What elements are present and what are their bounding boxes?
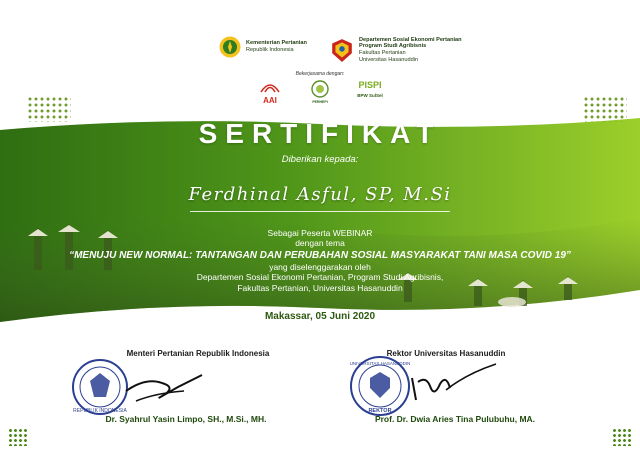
- ministry-line1: Kementerian Pertanian: [246, 40, 307, 47]
- dept-line2: Program Studi Agribisnis: [359, 43, 427, 50]
- decor-dots-bottom-right: [612, 428, 632, 446]
- partner-pispi: [350, 80, 390, 98]
- partner-perhepi: [305, 80, 335, 104]
- right-seal-signature: [346, 354, 506, 418]
- ministry-logo-block: [219, 36, 307, 58]
- left-signatory-name: Dr. Syahrul Yasin Limpo, SH., M.Si., MH.: [105, 414, 267, 424]
- unhas-emblem-icon: [330, 36, 354, 64]
- participant-label: Sebagai Peserta WEBINAR: [267, 228, 373, 238]
- aai-signal-icon: [257, 80, 283, 94]
- ministry-line2: Republik Indonesia: [246, 47, 294, 53]
- perhepi-emblem-icon: [311, 80, 329, 98]
- given-to-label: Diberikan kepada:: [281, 154, 359, 165]
- partner-logos: [0, 80, 640, 108]
- recipient-name: Ferdhinal Asful, SP, M.Si: [188, 184, 452, 205]
- certificate-title: SERTIFIKAT: [198, 118, 442, 149]
- left-seal-signature: [66, 357, 206, 417]
- right-seal-text: UNIVERSITAS HASANUDDIN: [349, 361, 411, 366]
- left-seal-text: REPUBLIK INDONESIA: [73, 408, 127, 414]
- partner-perhepi-label: PERHEPI: [312, 100, 328, 104]
- dept-line3: Fakultas Pertanian: [359, 50, 406, 56]
- partner-aai: [255, 80, 285, 105]
- partner-pispi-label: PISPI: [358, 80, 382, 90]
- organized-by-label: yang diselenggarakan oleh: [269, 262, 371, 272]
- organizer-line1: Departemen Sosial Ekonomi Pertanian, Program Studi Agribisnis,: [196, 272, 444, 282]
- decor-dots-bottom-left: [8, 428, 28, 446]
- right-signatory-name: Prof. Dr. Dwia Aries Tina Pulubuhu, MA.: [374, 414, 536, 424]
- ministry-emblem-icon: [219, 36, 241, 58]
- dept-line4: Universitas Hasanuddin: [359, 56, 419, 63]
- dept-logo-block: [330, 36, 462, 64]
- webinar-theme: “MENUJU NEW NORMAL: TANTANGAN DAN PERUBAHAN SOSIAL MASYARAKAT TANI MASA COVID 19”: [69, 250, 571, 261]
- place-date: Makassar, 05 Juni 2020: [264, 311, 376, 322]
- right-seal-label: REKTOR: [368, 408, 392, 414]
- dept-line1: Departemen Sosial Ekonomi Pertanian: [359, 36, 462, 43]
- theme-label: dengan tema: [295, 238, 345, 248]
- organizer-line2: Fakultas Pertanian, Universitas Hasanuddin: [237, 283, 403, 293]
- recipient-underline: [190, 211, 450, 212]
- collab-label: Bekerjasama dengan:: [295, 71, 345, 77]
- header-logos: [0, 36, 640, 70]
- partner-aai-label: AAI: [263, 96, 277, 105]
- right-signatory-title: Rektor Universitas Hasanuddin: [386, 349, 506, 358]
- left-signatory-title: Menteri Pertanian Republik Indonesia: [126, 349, 270, 358]
- partner-bpw-label: BPW SulSel: [357, 93, 383, 98]
